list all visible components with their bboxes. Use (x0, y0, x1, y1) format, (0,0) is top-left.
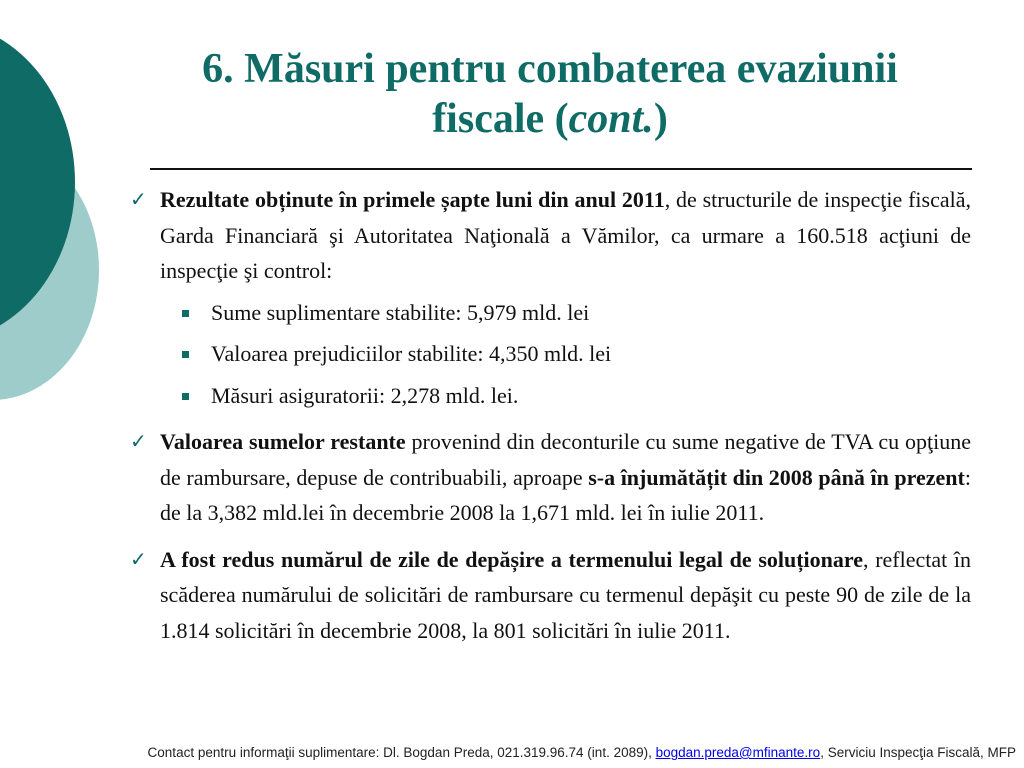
slide-body (128, 182, 971, 648)
footer-contact (0, 745, 1016, 760)
bullet-overdue-days (128, 542, 971, 649)
bullet-results (128, 182, 971, 413)
title-divider (150, 168, 972, 170)
sub-item (160, 336, 971, 372)
slide-title-part: fiscale ( (432, 96, 569, 142)
results-sublist (160, 295, 971, 414)
bullet-text-end: : de la 3,382 mld.lei în decembrie 2008 la 1,671 mld. lei în iulie 2011. (160, 464, 971, 525)
bullet-text: provenind din deconturile cu sume negative de TVA cu opţiune de rambursare, depuse de contribuabili, aproape (160, 429, 971, 490)
slide-title-line-1: 6. Măsuri pentru combaterea evaziunii (202, 46, 898, 92)
check-icon: ✓ (130, 546, 147, 571)
slide-title-italic: cont. (568, 96, 654, 142)
square-bullet-icon (182, 393, 189, 400)
sub-item-text: Sume suplimentare stabilite: 5,979 mld. lei (211, 299, 590, 325)
bullet-bold-mid: s-a înjumătățit din 2008 până în prezent (588, 464, 965, 490)
slide-title-line-2 (150, 94, 950, 144)
bullet-text: , de structurile de inspecţie fiscală, Garda Financiară şi Autoritatea Naţională a Vămilor, ca urmare a 160.518 acţiuni de inspecţie şi control: (160, 187, 971, 283)
bullet-bold-lead: Rezultate obținute în primele șapte luni din anul 2011 (160, 187, 665, 212)
bullet-outstanding-amounts (128, 424, 971, 531)
sub-item (160, 295, 971, 331)
sub-item-text: Valoarea prejudiciilor stabilite: 4,350 mld. lei (211, 341, 612, 366)
square-bullet-icon (182, 351, 189, 358)
square-bullet-icon (182, 310, 189, 317)
bullet-bold-lead: Valoarea sumelor restante (160, 429, 406, 454)
sub-item (160, 378, 971, 414)
footer-prefix: Contact pentru informaţii suplimentare: Dl. Bogdan Preda, 021.319.96.74 (int. 2089), (147, 745, 656, 760)
check-icon: ✓ (130, 187, 147, 211)
sub-item-text: Măsuri asiguratorii: 2,278 mld. lei. (211, 382, 519, 408)
slide-title (150, 44, 950, 144)
check-icon: ✓ (130, 429, 147, 453)
email-link[interactable]: bogdan.preda@mfinante.ro (655, 745, 821, 760)
bullet-bold-lead: A fost redus numărul de zile de depășire a termenului legal de soluționare (160, 546, 864, 572)
slide-title-part-end: ) (653, 96, 668, 142)
bullet-text: , reflectat în scăderea numărului de solicitări de rambursare cu termenul depăşit cu peste 90 de zile de la 1.814 solicitări în decembrie 2008, la 801 solicitări în iulie 2011. (160, 546, 971, 643)
footer-suffix: , Serviciu Inspecţia Fiscală, MFP (820, 745, 1016, 760)
